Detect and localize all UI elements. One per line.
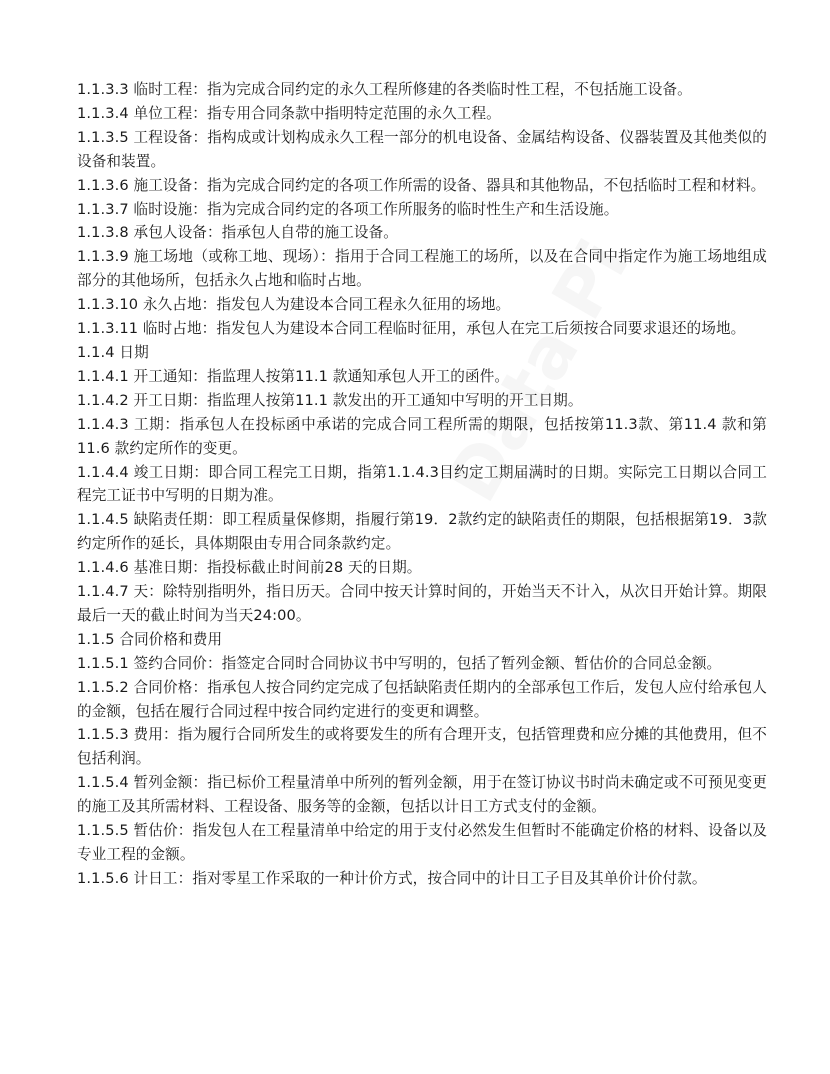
clause-1-1-3-10: 1.1.3.10 永久占地：指发包人为建设本合同工程永久征用的场地。: [77, 296, 511, 314]
clause-1-1-5-3: 1.1.5.3 费用：指为履行合同所发生的或将要发生的所有合理开支，包括管理费和应分摊的其他费用，但不包括利润。: [77, 726, 767, 768]
clause-1-1-4-1: 1.1.4.1 开工通知：指监理人按第11.1 款通知承包人开工的函件。: [77, 367, 510, 385]
section-heading-1-1-5: 1.1.5 合同价格和费用: [77, 630, 223, 648]
clause-1-1-5-1: 1.1.5.1 签约合同价：指签定合同时合同协议书中写明的，包括了暂列金额、暂估价的合同总金额。: [77, 654, 722, 672]
clause-1-1-4-7: 1.1.4.7 天：除特别指明外，指日历天。合同中按天计算时间的，开始当天不计入，从次日开始计算。期限最后一天的截止时间为当天24:00。: [77, 583, 767, 624]
clause-1-1-5-5: 1.1.5.5 暂估价：指发包人在工程量清单中给定的用于支付必然发生但暂时不能确定价格的材料、设备以及专业工程的金额。: [77, 822, 767, 863]
clause-1-1-3-7: 1.1.3.7 临时设施：指为完成合同约定的各项工作所服务的临时性生产和生活设施。: [77, 200, 619, 218]
clause-1-1-5-2: 1.1.5.2 合同价格：指承包人按合同约定完成了包括缺陷责任期内的全部承包工作后，发包人应付给承包人的金额，包括在履行合同过程中按合同约定进行的变更和调整。: [77, 678, 767, 720]
clause-1-1-5-6: 1.1.5.6 计日工：指对零星工作采取的一种计价方式，按合同中的计日工子目及其单价计价付款。: [77, 869, 707, 887]
clause-1-1-4-5: 1.1.4.5 缺陷责任期：即工程质量保修期，指履行第19．2款约定的缺陷责任的期限，包括根据第19．3款约定所作的延长，具体期限由专用合同条款约定。: [77, 511, 767, 553]
clause-1-1-4-2: 1.1.4.2 开工日期：指监理人按第11.1 款发出的开工通知中写明的开工日期。: [77, 391, 583, 409]
clause-1-1-3-6: 1.1.3.6 施工设备：指为完成合同约定的各项工作所需的设备、器具和其他物品，不包括临时工程和材料。: [77, 176, 766, 194]
clause-1-1-3-3: 1.1.3.3 临时工程：指为完成合同约定的永久工程所修建的各类临时性工程，不包括施工设备。: [77, 81, 692, 98]
clause-1-1-4-4: 1.1.4.4 竣工日期：即合同工程完工日期，指第1.1.4.3目约定工期届满时的日期。实际完工日期以合同工程完工证书中写明的日期为准。: [77, 463, 767, 505]
document-body: [77, 78, 767, 891]
clause-1-1-3-5: 1.1.3.5 工程设备：指构成或计划构成永久工程一部分的机电设备、金属结构设备、仪器装置及其他类似的设备和装置。: [77, 128, 767, 170]
section-heading-1-1-4: 1.1.4 日期: [77, 343, 149, 361]
clause-1-1-3-8: 1.1.3.8 承包人设备：指承包人自带的施工设备。: [77, 224, 398, 242]
clause-1-1-5-4: 1.1.5.4 暂列金额：指已标价工程量清单中所列的暂列金额，用于在签订协议书时尚未确定或不可预见变更的施工及其所需材料、工程设备、服务等的金额，包括以计日工方式支付的金额。: [77, 774, 767, 816]
clause-1-1-4-3: 1.1.4.3 工期：指承包人在投标函中承诺的完成合同工程所需的期限，包括按第11.3款、第11.4 款和第11.6 款约定所作的变更。: [77, 415, 767, 457]
clause-1-1-4-6: 1.1.4.6 基准日期：指投标截止时间前28 天的日期。: [77, 559, 422, 577]
clause-1-1-3-9: 1.1.3.9 施工场地（或称工地、现场）：指用于合同工程施工的场所，以及在合同中指定作为施工场地组成部分的其他场所，包括永久占地和临时占地。: [77, 248, 767, 290]
clause-1-1-3-11: 1.1.3.11 临时占地：指发包人为建设本合同工程临时征用，承包人在完工后须按合同要求退还的场地。: [77, 320, 746, 338]
clause-1-1-3-4: 1.1.3.4 单位工程：指专用合同条款中指明特定范围的永久工程。: [77, 104, 501, 122]
